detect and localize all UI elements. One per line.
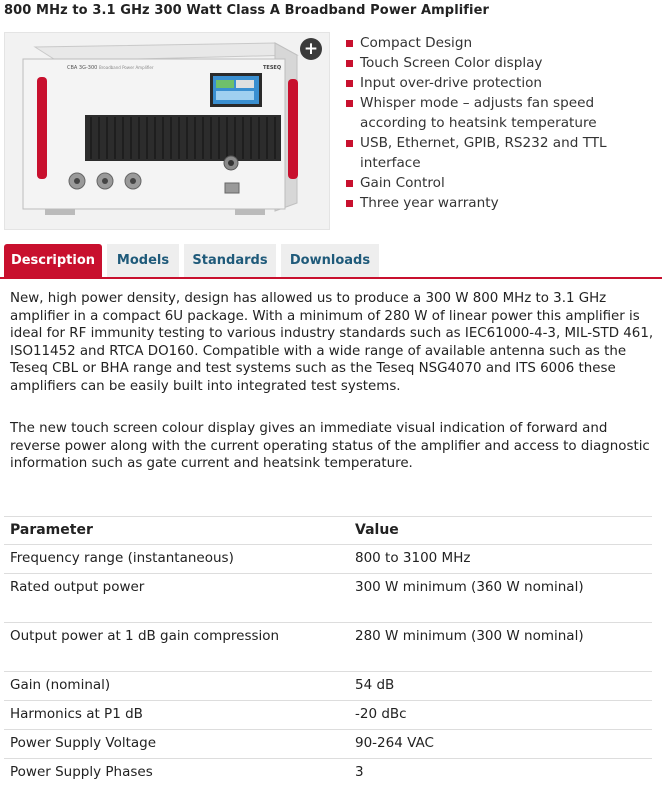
square-bullet-icon <box>346 140 353 147</box>
feature-item: Gain Control <box>346 173 660 193</box>
tab-standards[interactable]: Standards <box>184 244 276 277</box>
spec-value: 300 W minimum (360 W nominal) <box>349 574 652 623</box>
product-image[interactable] <box>4 32 330 230</box>
device-subtitle-label: Broadband Power Amplifier <box>99 65 154 70</box>
spec-parameter: Harmonics at P1 dB <box>4 701 349 730</box>
spec-value: 280 W minimum (300 W nominal) <box>349 623 652 672</box>
feature-list <box>346 33 660 213</box>
tab-description[interactable]: Description <box>4 244 102 277</box>
square-bullet-icon <box>346 60 353 67</box>
feature-item: USB, Ethernet, GPIB, RS232 and TTL interface <box>346 133 660 173</box>
amplifier-illustration <box>5 33 329 229</box>
feature-item: Whisper mode – adjusts fan speed according to heatsink temperature <box>346 93 660 133</box>
page-title: 800 MHz to 3.1 GHz 300 Watt Class A Broadband Power Amplifier <box>4 3 490 18</box>
spec-value: 800 to 3100 MHz <box>349 545 652 574</box>
device-model-label: CBA 3G-300 <box>67 65 98 71</box>
column-header-parameter: Parameter <box>4 517 349 545</box>
square-bullet-icon <box>346 200 353 207</box>
square-bullet-icon <box>346 80 353 87</box>
spec-value: -20 dBc <box>349 701 652 730</box>
table-row <box>4 730 652 759</box>
spec-parameter: Rated output power <box>4 574 349 623</box>
description-paragraph: New, high power density, design has allowed us to produce a 300 W 800 MHz to 3.1 GHz amplifier in a compact 6U package. With a minimum of 280 W of linear power this amplifier is ideal for RF immunity testing to various industry standards such as IEC61000-4-3, MIL-STD 461, ISO11452 and RTCA DO160. Compatible with a wide range of available antenna such as the Teseq CBL or BHA range and test systems such as the Teseq NSG4070 and ITS 6006 these amplifiers can be easily built into integrated test systems. <box>10 291 654 394</box>
spec-parameter: Frequency range (instantaneous) <box>4 545 349 574</box>
spec-parameter: Output power at 1 dB gain compression <box>4 623 349 672</box>
feature-item: Three year warranty <box>346 193 660 213</box>
device-brand-label: TESEQ <box>263 65 282 71</box>
tab-bar <box>0 244 662 279</box>
spec-value: 54 dB <box>349 672 652 701</box>
square-bullet-icon <box>346 40 353 47</box>
spec-parameter: Power Supply Voltage <box>4 730 349 759</box>
table-row <box>4 759 652 787</box>
square-bullet-icon <box>346 100 353 107</box>
spec-parameter: Power Supply Phases <box>4 759 349 787</box>
feature-item: Input over-drive protection <box>346 73 660 93</box>
column-header-value: Value <box>349 517 652 545</box>
table-row <box>4 701 652 730</box>
tab-models[interactable]: Models <box>107 244 179 277</box>
spec-parameter: Gain (nominal) <box>4 672 349 701</box>
feature-item: Touch Screen Color display <box>346 53 660 73</box>
table-row <box>4 574 652 623</box>
square-bullet-icon <box>346 180 353 187</box>
table-row <box>4 672 652 701</box>
description-paragraph: The new touch screen colour display gives an immediate visual indication of forward and reverse power along with the current operating status of the amplifier and access to diagnostic information such as gate current and heatsink temperature. <box>10 421 650 471</box>
feature-item: Compact Design <box>346 33 660 53</box>
table-row <box>4 623 652 672</box>
spec-value: 90-264 VAC <box>349 730 652 759</box>
table-row <box>4 545 652 574</box>
table-header-row <box>4 517 652 545</box>
spec-table <box>4 516 652 787</box>
spec-value: 3 <box>349 759 652 787</box>
tab-downloads[interactable]: Downloads <box>281 244 379 277</box>
zoom-plus-icon[interactable]: + <box>300 38 322 60</box>
